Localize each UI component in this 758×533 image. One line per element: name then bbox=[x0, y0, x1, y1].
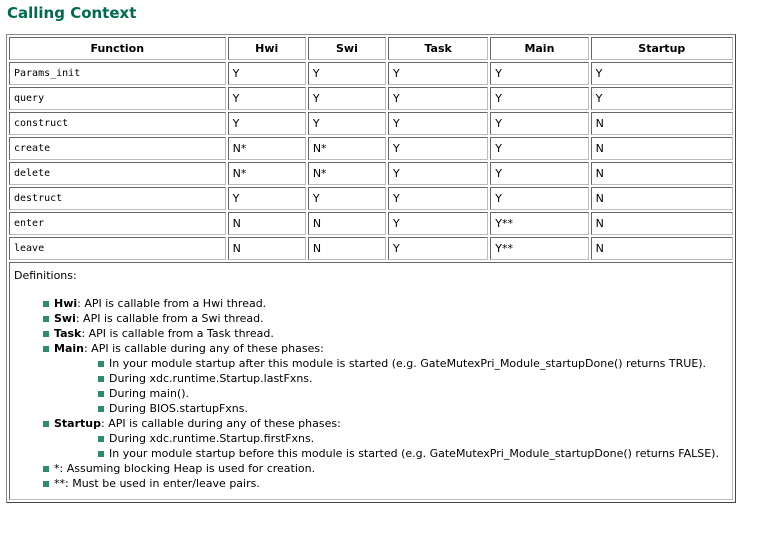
context-value-cell: Y bbox=[490, 137, 588, 160]
square-bullet-icon bbox=[98, 451, 104, 457]
context-value-cell: N* bbox=[228, 137, 306, 160]
context-value-cell: Y bbox=[308, 62, 386, 85]
definition-term: Startup bbox=[54, 417, 101, 430]
definition-item bbox=[43, 416, 728, 461]
definitions-label: Definitions: bbox=[14, 269, 77, 282]
context-value-cell: Y bbox=[388, 62, 488, 85]
function-name-cell: create bbox=[9, 137, 226, 160]
context-value-cell: N bbox=[591, 187, 733, 210]
definition-text: *: Assuming blocking Heap is used for creation. bbox=[54, 462, 316, 475]
context-value-cell: Y bbox=[228, 87, 306, 110]
context-value-cell: N* bbox=[308, 137, 386, 160]
context-value-cell: Y bbox=[388, 237, 488, 260]
page-title: Calling Context bbox=[7, 4, 137, 22]
definitions-row bbox=[9, 262, 733, 500]
function-name-cell: leave bbox=[9, 237, 226, 260]
context-value-cell: Y** bbox=[490, 237, 588, 260]
square-bullet-icon bbox=[43, 481, 49, 487]
context-value-cell: Y bbox=[490, 162, 588, 185]
table-row bbox=[9, 112, 733, 135]
context-value-cell: Y bbox=[591, 62, 733, 85]
context-value-cell: Y bbox=[388, 187, 488, 210]
context-value-cell: Y bbox=[388, 112, 488, 135]
context-value-cell: Y bbox=[490, 62, 588, 85]
table-row bbox=[9, 162, 733, 185]
context-value-cell: Y bbox=[308, 87, 386, 110]
definition-item bbox=[43, 461, 728, 476]
header-task: Task bbox=[388, 37, 488, 60]
phase-list bbox=[54, 431, 728, 461]
function-name-cell: delete bbox=[9, 162, 226, 185]
square-bullet-icon bbox=[98, 361, 104, 367]
function-name-cell: enter bbox=[9, 212, 226, 235]
square-bullet-icon bbox=[43, 466, 49, 472]
square-bullet-icon bbox=[43, 331, 49, 337]
header-row bbox=[9, 37, 733, 60]
square-bullet-icon bbox=[98, 376, 104, 382]
definition-text: : API is callable during any of these phases: bbox=[83, 342, 324, 355]
square-bullet-icon bbox=[98, 436, 104, 442]
phase-item bbox=[98, 356, 728, 371]
context-value-cell: Y bbox=[388, 212, 488, 235]
phase-text: During BIOS.startupFxns. bbox=[109, 402, 249, 415]
function-name-cell: Params_init bbox=[9, 62, 226, 85]
phase-text: During xdc.runtime.Startup.lastFxns. bbox=[109, 372, 313, 385]
definition-item bbox=[43, 476, 728, 491]
header-function: Function bbox=[9, 37, 226, 60]
phase-item bbox=[98, 386, 728, 401]
context-value-cell: N bbox=[228, 212, 306, 235]
context-value-cell: Y bbox=[228, 112, 306, 135]
context-value-cell: N* bbox=[308, 162, 386, 185]
context-value-cell: Y bbox=[308, 187, 386, 210]
context-value-cell: Y bbox=[308, 112, 386, 135]
context-value-cell: N* bbox=[228, 162, 306, 185]
phase-item bbox=[98, 371, 728, 386]
definition-item bbox=[43, 341, 728, 416]
phase-text: During main(). bbox=[109, 387, 190, 400]
context-value-cell: Y bbox=[591, 87, 733, 110]
definition-text: : API is callable during any of these phases: bbox=[101, 417, 341, 430]
function-name-cell: destruct bbox=[9, 187, 226, 210]
table-row bbox=[9, 137, 733, 160]
context-value-cell: Y bbox=[388, 87, 488, 110]
phase-text: During xdc.runtime.Startup.firstFxns. bbox=[109, 432, 315, 445]
table-row bbox=[9, 212, 733, 235]
context-value-cell: Y bbox=[388, 137, 488, 160]
definition-item bbox=[43, 326, 728, 341]
definitions-cell bbox=[9, 262, 733, 500]
definition-term: Hwi bbox=[54, 297, 78, 310]
square-bullet-icon bbox=[98, 391, 104, 397]
definition-item bbox=[43, 296, 728, 311]
context-value-cell: Y bbox=[228, 187, 306, 210]
square-bullet-icon bbox=[43, 316, 49, 322]
square-bullet-icon bbox=[43, 346, 49, 352]
context-value-cell: Y bbox=[388, 162, 488, 185]
definition-term: Main bbox=[54, 342, 84, 355]
table-row bbox=[9, 237, 733, 260]
context-value-cell: N bbox=[308, 237, 386, 260]
phase-text: In your module startup after this module is started (e.g. GateMutexPri_Module_startupDone() returns TRUE). bbox=[109, 357, 707, 370]
phase-item bbox=[98, 401, 728, 416]
function-name-cell: construct bbox=[9, 112, 226, 135]
context-value-cell: Y bbox=[490, 112, 588, 135]
header-hwi: Hwi bbox=[228, 37, 306, 60]
square-bullet-icon bbox=[43, 301, 49, 307]
context-value-cell: N bbox=[308, 212, 386, 235]
square-bullet-icon bbox=[43, 421, 49, 427]
table-row bbox=[9, 187, 733, 210]
definition-text: : API is callable from a Task thread. bbox=[81, 327, 274, 340]
context-value-cell: N bbox=[591, 112, 733, 135]
phase-list bbox=[54, 356, 728, 416]
phase-item bbox=[98, 431, 728, 446]
context-value-cell: N bbox=[591, 212, 733, 235]
definition-text: **: Must be used in enter/leave pairs. bbox=[54, 477, 260, 490]
definition-term: Swi bbox=[54, 312, 76, 325]
context-value-cell: N bbox=[591, 162, 733, 185]
context-value-cell: N bbox=[228, 237, 306, 260]
definitions-list bbox=[14, 296, 728, 491]
context-value-cell: Y bbox=[490, 87, 588, 110]
header-main: Main bbox=[490, 37, 588, 60]
definition-item bbox=[43, 311, 728, 326]
phase-item bbox=[98, 446, 728, 461]
definition-term: Task bbox=[54, 327, 82, 340]
context-value-cell: N bbox=[591, 137, 733, 160]
table-row bbox=[9, 62, 733, 85]
phase-text: In your module startup before this module is started (e.g. GateMutexPri_Module_startupDone() returns FALSE). bbox=[109, 447, 719, 460]
context-value-cell: Y bbox=[490, 187, 588, 210]
calling-context-table bbox=[6, 34, 736, 503]
table-row bbox=[9, 87, 733, 110]
definition-text: : API is callable from a Swi thread. bbox=[75, 312, 264, 325]
context-value-cell: N bbox=[591, 237, 733, 260]
definition-text: : API is callable from a Hwi thread. bbox=[77, 297, 267, 310]
function-name-cell: query bbox=[9, 87, 226, 110]
header-swi: Swi bbox=[308, 37, 386, 60]
context-value-cell: Y** bbox=[490, 212, 588, 235]
square-bullet-icon bbox=[98, 406, 104, 412]
context-value-cell: Y bbox=[228, 62, 306, 85]
header-startup: Startup bbox=[591, 37, 733, 60]
